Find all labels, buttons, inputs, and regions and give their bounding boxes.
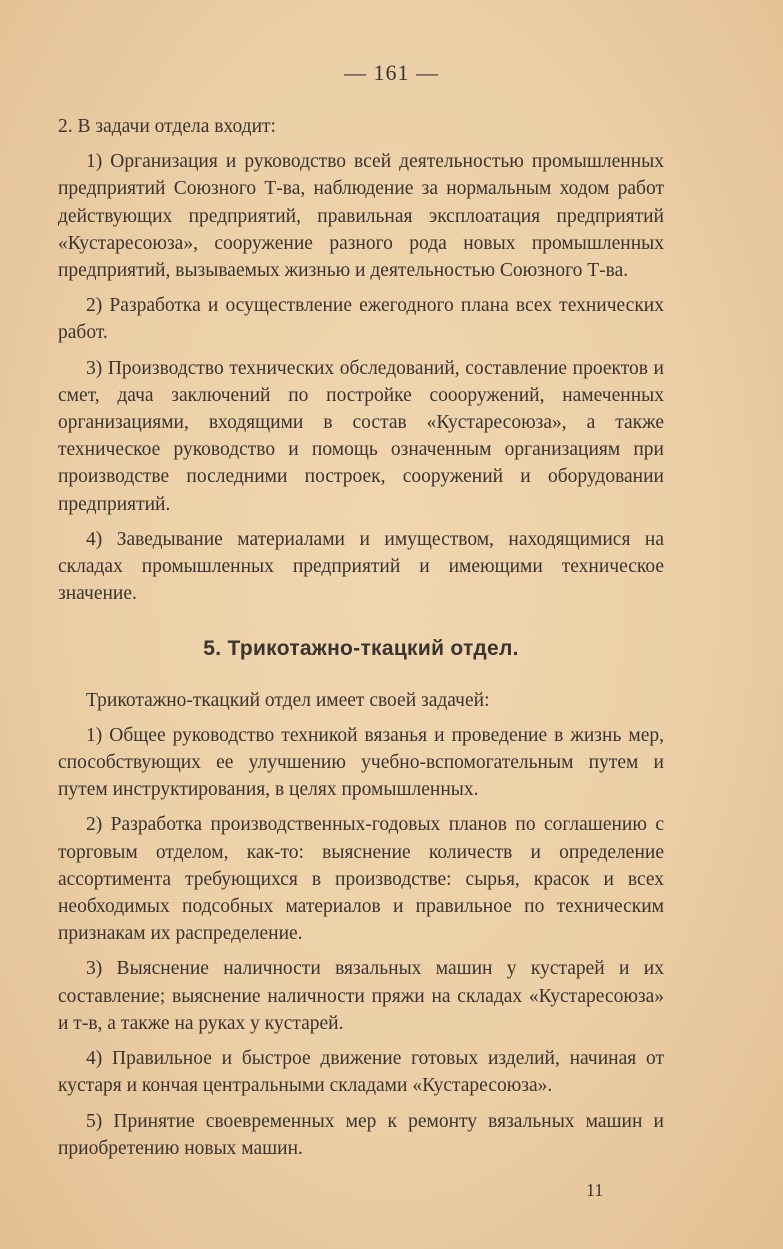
section-heading: 5. Трикотажно-ткацкий отдел. (203, 637, 519, 661)
signature-mark: 11 (586, 1180, 604, 1200)
section-intro: 2. В задачи отдела входит: (58, 116, 276, 137)
list-item: 3) Производство технических обследований, составление проектов и смет, дача заключений по постройке соооружений, намеченных организациями, входящими в состав «Кустаресоюза», а также техническое руководство и помощь означенным организациям при производстве последними построек, сооружений и оборудовании предприятий. (58, 357, 664, 515)
list-item: 1) Общее руководство техникой вязанья и проведение в жизнь мер, способствующих ее улучшению учебно-вспомогательным путем и путем инструктирования, в целях промышленных. (58, 724, 664, 801)
list-item: 2) Разработка и осуществление ежегодного плана всех технических работ. (58, 295, 664, 344)
list-item: 4) Заведывание материалами и имуществом, находящимися на складах промышленных предприятий и имеющими техническое значение. (58, 528, 664, 605)
section-intro: Трикотажно-ткацкий отдел имеет своей задачей: (86, 689, 490, 711)
list-item: 5) Принятие своевременных мер к ремонту вязальных машин и приобретению новых машин. (58, 1110, 664, 1159)
list-item: 2) Разработка производственных-годовых планов по соглашению с торговым отделом, как-то: выяснение количеств и определение ассортимента требующихся в производстве: сырья, красок и всех необходимых подсобных материалов и правильное по техническим признакам их распределение. (58, 814, 664, 945)
list-item: 1) Организация и руководство всей деятельностью промышленных предприятий Союзного Т-ва, наблюдение за нормальным ходом работ действующих предприятий, правильная эксплоатация предприятий «Кустаресоюза», сооружение разного рода новых промышленных предприятий, вызываемых жизнью и деятельностью Союзного Т-ва. (58, 151, 664, 282)
page-content (58, 113, 664, 1170)
list-item: 4) Правильное и быстрое движение готовых изделий, начиная от кустаря и кончая центральными складами «Кустаресоюза». (58, 1048, 664, 1097)
list-item: 3) Выяснение наличности вязальных машин у кустарей и их составление; выяснение наличности пряжи на складах «Кустаресоюза» и т-в, а также на руках у кустарей. (58, 958, 664, 1034)
page-number: — 161 — (344, 60, 439, 85)
